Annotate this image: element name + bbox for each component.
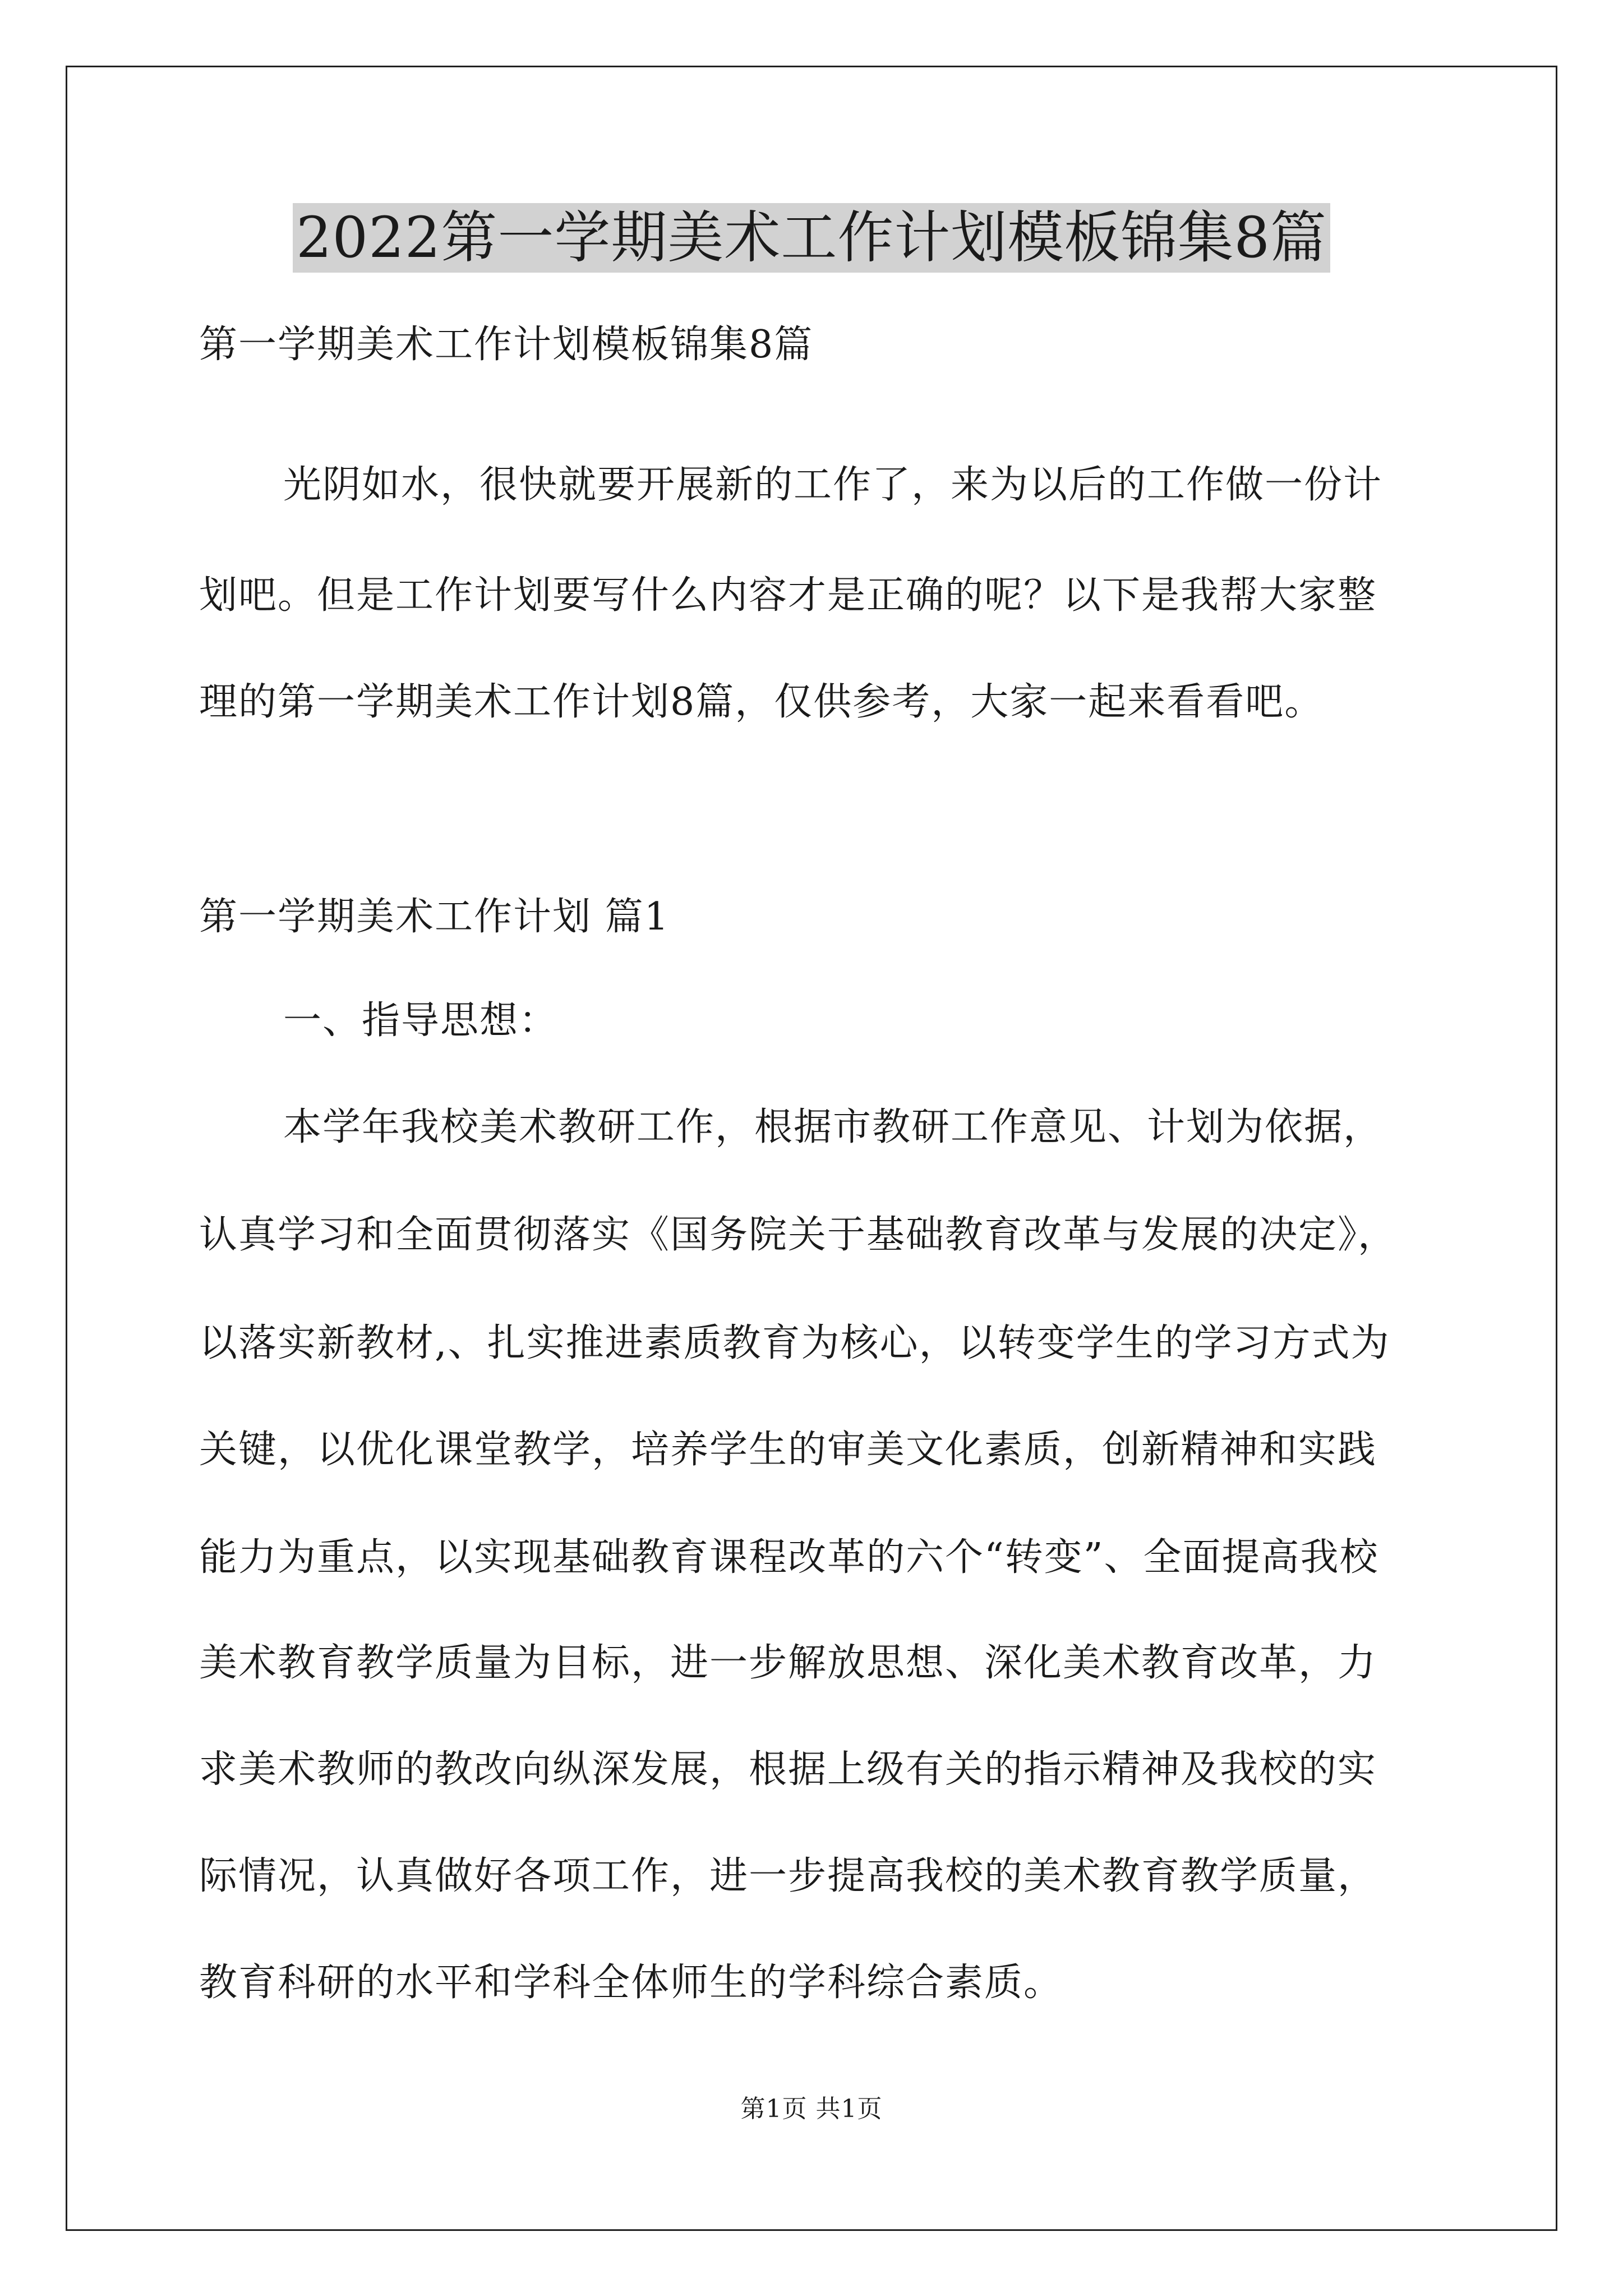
section-heading: 第一学期美术工作计划 篇1 <box>199 895 670 939</box>
body-line: 际情况，认真做好各项工作，进一步提高我校的美术教育教学质量， <box>199 1854 1377 1898</box>
body-line: 教育科研的水平和学科全体师生的学科综合素质。 <box>199 1961 1063 2005</box>
subheading: 一、指导思想： <box>283 999 559 1043</box>
body-line: 关键，以优化课堂教学，培养学生的审美文化素质，创新精神和实践 <box>199 1428 1377 1472</box>
body-line: 求美术教师的教改向纵深发展，根据上级有关的指示精神及我校的实 <box>199 1747 1377 1792</box>
document-title <box>0 203 1623 273</box>
body-line: 美术教育教学质量为目标，进一步解放思想、深化美术教育改革，力 <box>199 1641 1377 1685</box>
page-footer: 第1页 共1页 <box>740 2095 883 2123</box>
body-line: 能力为重点，以实现基础教育课程改革的六个“转变”、全面提高我校 <box>199 1535 1379 1580</box>
body-line: 认真学习和全面贯彻落实《国务院关于基础教育改革与发展的决定》， <box>199 1213 1398 1257</box>
intro-line: 划吧。但是工作计划要写什么内容才是正确的呢？以下是我帮大家整 <box>199 573 1377 618</box>
body-line: 以落实新教材,、扎实推进素质教育为核心，以转变学生的学习方式为 <box>199 1321 1390 1365</box>
body-line: 本学年我校美术教研工作，根据市教研工作意见、计划为依据， <box>283 1105 1383 1149</box>
intro-line: 理的第一学期美术工作计划8篇，仅供参考，大家一起来看看吧。 <box>199 680 1324 724</box>
intro-line: 光阴如水，很快就要开展新的工作了，来为以后的工作做一份计 <box>283 463 1383 507</box>
document-subtitle: 第一学期美术工作计划模板锦集8篇 <box>199 323 814 367</box>
document-title-text: 2022第一学期美术工作计划模板锦集8篇 <box>293 203 1330 273</box>
